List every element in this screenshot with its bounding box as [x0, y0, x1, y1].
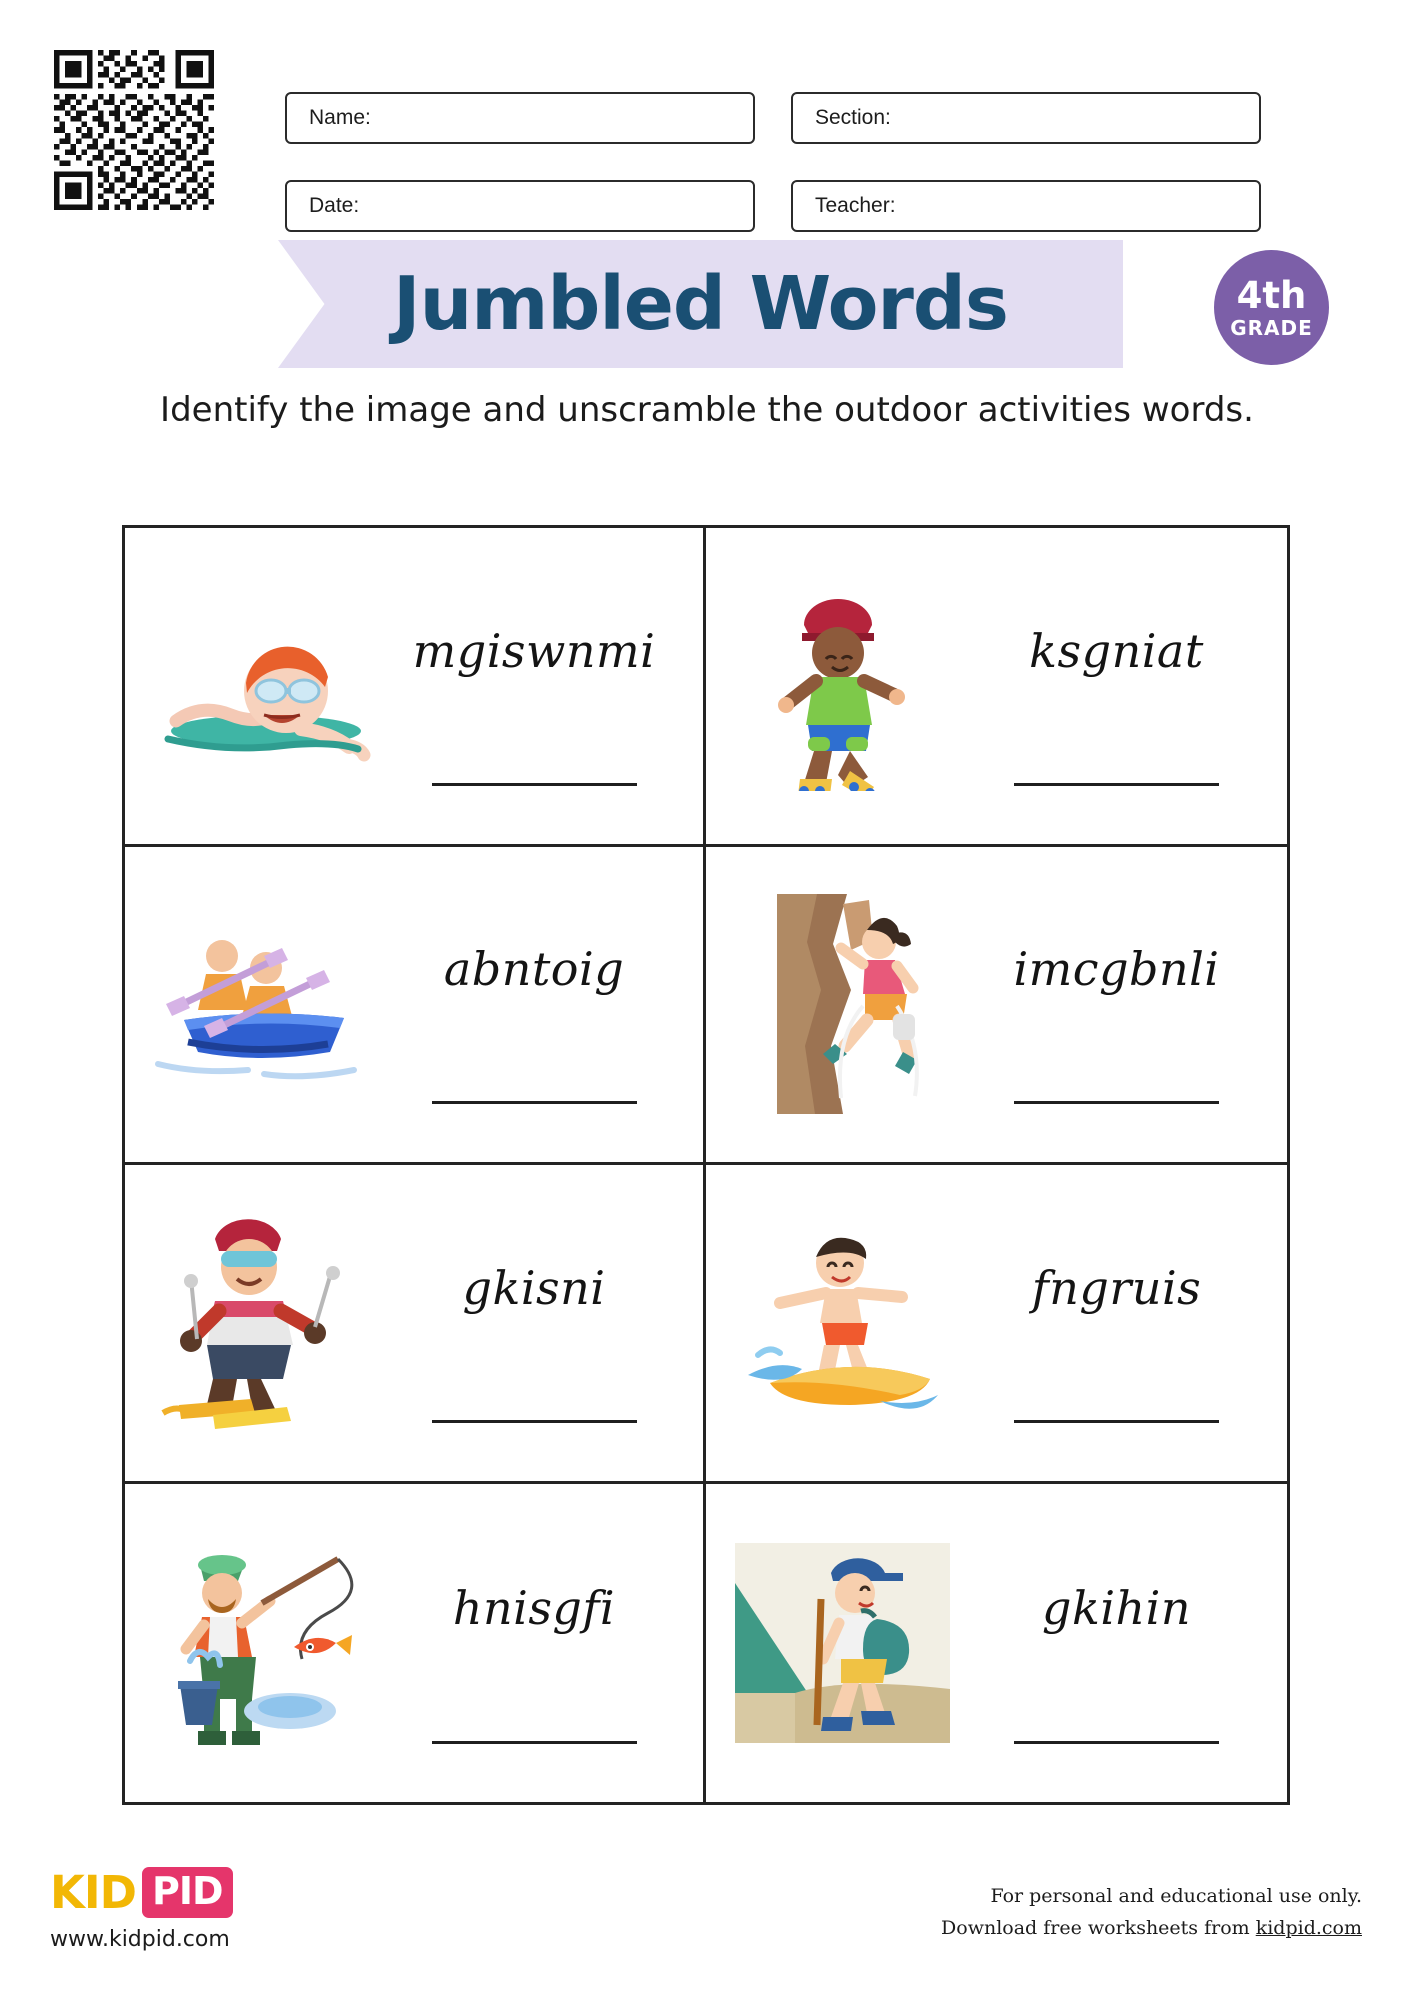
scrambled-word: imcgbnli: [1013, 942, 1220, 997]
scrambled-word: hnisgfi: [452, 1580, 616, 1635]
worksheet-header: [0, 40, 1414, 217]
skating-illustration-icon: [722, 581, 962, 791]
answer-line[interactable]: [432, 1741, 637, 1744]
surfing-illustration-icon: [722, 1218, 962, 1428]
worksheet-item: [125, 847, 706, 1166]
word-column: [381, 847, 687, 1163]
teacher-field[interactable]: [791, 180, 1261, 232]
scrambled-word: gkihin: [1042, 1580, 1191, 1635]
logo-url: www.kidpid.com: [50, 1927, 230, 1952]
grade-number: 4th: [1236, 274, 1307, 317]
footer-usage-note: [941, 1880, 1362, 1945]
answer-line[interactable]: [432, 1420, 637, 1423]
answer-line[interactable]: [1014, 1741, 1219, 1744]
banner-title-wrap: [278, 240, 1123, 368]
logo-pid-text: PID: [142, 1867, 233, 1918]
worksheet-item: [706, 847, 1287, 1166]
word-column: [381, 1484, 687, 1803]
grade-badge: [1214, 250, 1329, 365]
date-field-label: Date:: [309, 194, 360, 217]
answer-line[interactable]: [432, 783, 637, 786]
kidpid-logo[interactable]: [50, 1866, 233, 1952]
footer-line-2-text: Download free worksheets from: [941, 1917, 1256, 1940]
scrambled-word: fngruis: [1031, 1260, 1202, 1315]
scrambled-word: mgiswnmi: [412, 623, 656, 678]
word-column: [381, 1165, 687, 1481]
footer-line-1: For personal and educational use only.: [990, 1885, 1362, 1907]
answer-line[interactable]: [1014, 783, 1219, 786]
title-banner: [0, 240, 1414, 375]
footer-line-2: [941, 1912, 1362, 1944]
scrambled-word: abntoig: [443, 942, 625, 997]
grade-word: GRADE: [1230, 316, 1313, 340]
instruction-text: Identify the image and unscramble the outdoor activities words.: [160, 390, 1254, 430]
swimming-illustration-icon: [141, 581, 381, 791]
section-field-label: Section:: [815, 106, 891, 129]
fishing-illustration-icon: [141, 1538, 381, 1748]
skiing-illustration-icon: [141, 1218, 381, 1428]
kidpid-link[interactable]: kidpid.com: [1255, 1917, 1362, 1940]
teacher-field-label: Teacher:: [815, 194, 896, 217]
worksheet-item: [706, 1165, 1287, 1484]
worksheet-item: [125, 528, 706, 847]
worksheet-item: [125, 1165, 706, 1484]
answer-line[interactable]: [1014, 1101, 1219, 1104]
name-field-label: Name:: [309, 106, 371, 129]
word-column: [962, 1165, 1271, 1481]
section-field[interactable]: [791, 92, 1261, 144]
boating-illustration-icon: [141, 899, 381, 1109]
worksheet-item: [706, 1484, 1287, 1803]
worksheet-footer: [0, 1866, 1414, 1956]
word-column: [962, 1484, 1271, 1803]
name-field[interactable]: [285, 92, 755, 144]
word-column: [962, 528, 1271, 844]
hiking-illustration-icon: [722, 1538, 962, 1748]
page-title: Jumbled Words: [393, 261, 1008, 347]
scrambled-word: gkisni: [462, 1260, 606, 1315]
word-column: [962, 847, 1271, 1163]
answer-line[interactable]: [1014, 1420, 1219, 1423]
answer-line[interactable]: [432, 1101, 637, 1104]
date-field[interactable]: [285, 180, 755, 232]
climbing-illustration-icon: [722, 899, 962, 1109]
worksheet-item: [706, 528, 1287, 847]
worksheet-item: [125, 1484, 706, 1803]
qr-code-icon: [45, 50, 223, 210]
logo-kid-text: KID: [50, 1866, 136, 1919]
scrambled-word: ksgniat: [1029, 623, 1204, 678]
word-column: [381, 528, 687, 844]
student-info-fields: [285, 92, 1300, 232]
worksheet-grid: [122, 525, 1290, 1805]
